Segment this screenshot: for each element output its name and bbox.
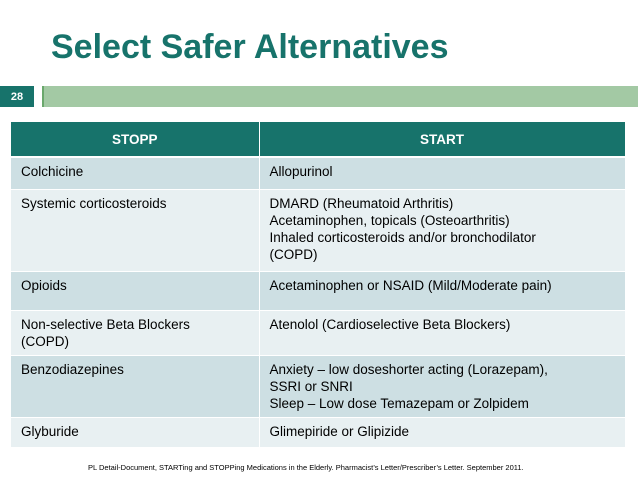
table-row [11,157,625,189]
title-rule [42,86,638,107]
cell-text-line: Atenolol (Cardioselective Beta Blockers) [269,316,511,332]
header-start: START [259,122,625,157]
cell-stopp [11,310,259,355]
table-row [11,189,625,271]
table-row [11,417,625,447]
cell-text-line: Acetaminophen or NSAID (Mild/Moderate pain) [269,277,552,293]
header-stopp: STOPP [11,122,259,157]
table-row [11,310,625,355]
cell-text-line: (COPD) [21,333,69,349]
cell-stopp [11,189,259,271]
cell-start [259,189,625,271]
cell-start [259,271,625,310]
cell-start [259,310,625,355]
cell-stopp [11,355,259,417]
cell-text-line: Acetaminophen, topicals (Osteoarthritis) [269,212,510,228]
cell-start [259,355,625,417]
cell-text-line: Systemic corticosteroids [21,195,167,211]
cell-stopp [11,417,259,447]
cell-text-line: Opioids [21,277,67,293]
cell-text-line: Sleep – Low dose Temazepam or Zolpidem [269,395,529,411]
table-row [11,271,625,310]
stopp-start-table [11,122,626,448]
citation-footnote: PL Detail-Document, STARTing and STOPPing Medications in the Elderly. Pharmacist’s Letter/Prescriber’s Letter. September 2011. [88,463,524,472]
cell-text-line: SSRI or SNRI [269,378,353,394]
cell-text-line: DMARD (Rheumatoid Arthritis) [269,195,454,211]
slide-number: 28 [0,86,34,107]
cell-text-line: Allopurinol [269,164,333,179]
cell-text-line: Inhaled corticosteroids and/or bronchodilator [269,229,536,245]
cell-text-line: Glimepiride or Glipizide [269,423,410,439]
cell-start [259,417,625,447]
cell-start [259,157,625,189]
slide-title: Select Safer Alternatives [51,28,449,66]
cell-text-line: (COPD) [269,246,318,262]
cell-stopp [11,157,259,189]
cell-text-line: Anxiety – low doseshorter acting (Lorazepam), [269,361,548,377]
cell-text-line: Colchicine [21,164,84,179]
cell-stopp [11,271,259,310]
table-row [11,355,625,417]
cell-text-line: Non-selective Beta Blockers [21,316,190,332]
table-header-row [11,122,625,157]
cell-text-line: Benzodiazepines [21,361,124,377]
cell-text-line: Glyburide [21,423,79,439]
